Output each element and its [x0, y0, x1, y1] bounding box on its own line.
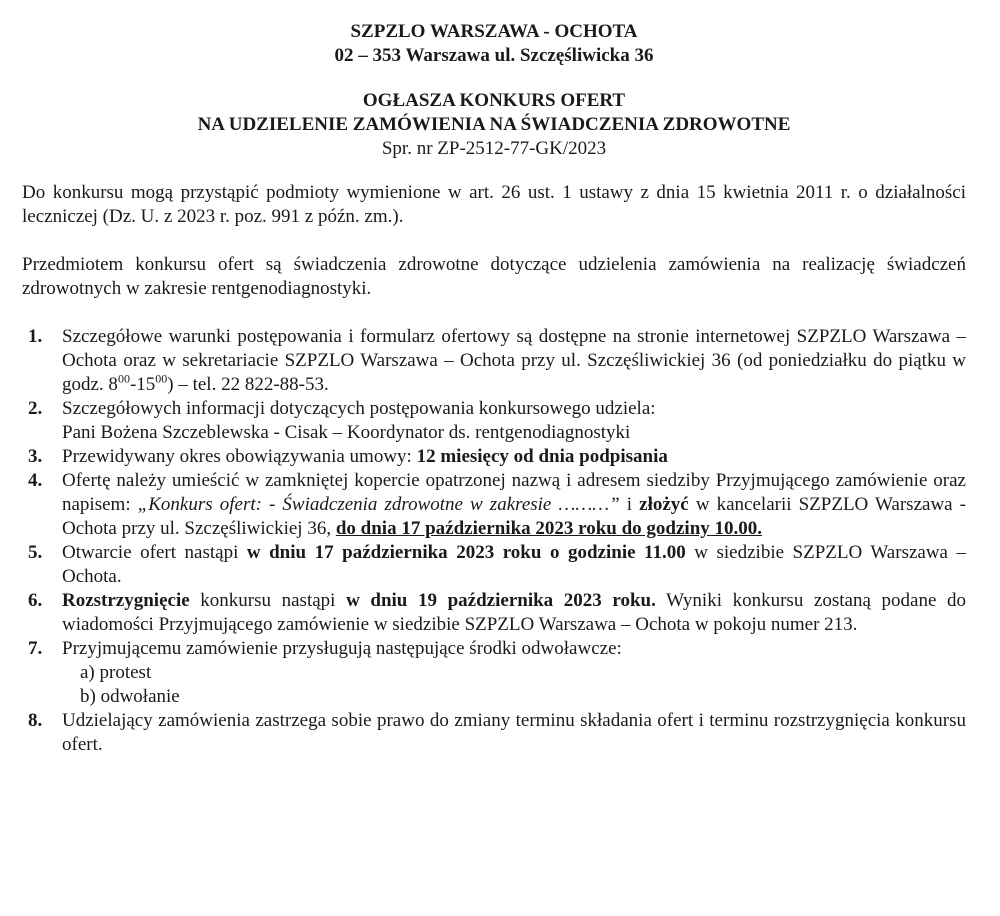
- item-text: i: [619, 494, 640, 515]
- contact-person: Pani Bożena Szczeblewska - Cisak – Koordynator ds. rentgenodiagnostyki: [62, 422, 631, 443]
- list-item: [22, 469, 966, 541]
- conditions-list: [22, 325, 966, 757]
- list-item: [22, 709, 966, 757]
- list-item: [22, 589, 966, 637]
- item-number: 7.: [28, 638, 43, 659]
- list-item: [22, 637, 966, 709]
- appeal-measures-list: [62, 661, 966, 709]
- item-text: ) – tel. 22 822-88-53.: [167, 374, 329, 395]
- sub-list-item: a) protest: [80, 662, 152, 683]
- item-number: 8.: [28, 710, 43, 731]
- resolution-word: Rozstrzygnięcie: [62, 590, 190, 611]
- item-text: Przewidywany okres obowiązywania umowy:: [62, 446, 417, 467]
- organization-name: SZPZLO WARSZAWA - OCHOTA: [350, 21, 638, 42]
- announcement-title: [22, 89, 966, 161]
- item-text: Udzielający zamówienia zastrzega sobie prawo do zmiany terminu składania ofert i terminu rozstrzygnięcia konkursu ofert.: [62, 710, 966, 755]
- announcement-line-1: OGŁASZA KONKURS OFERT: [362, 90, 626, 111]
- organization-address: 02 – 353 Warszawa ul. Szczęśliwicka 36: [334, 45, 654, 66]
- item-text: w siedzibie SZPZLO Warszawa – Ochota.: [62, 542, 966, 587]
- subject-paragraph: Przedmiotem konkursu ofert są świadczenia zdrowotne dotyczące udzielenia zamówienia na realizację świadczeń zdrowotnych w zakresie rentgenodiagnostyki.: [22, 254, 966, 299]
- list-item: [22, 445, 966, 469]
- organization-header: [22, 20, 966, 68]
- item-number: 3.: [28, 446, 43, 467]
- item-number: 1.: [28, 326, 43, 347]
- item-text: Ofertę należy umieścić w zamkniętej kopercie opatrzonej nazwą i adresem siedziby Przyjmującego zamówienie oraz napisem:: [62, 470, 966, 515]
- list-item: [22, 541, 966, 589]
- item-number: 4.: [28, 470, 43, 491]
- item-number: 6.: [28, 590, 43, 611]
- item-text: Otwarcie ofert nastąpi: [62, 542, 247, 563]
- opening-date: w dniu 17 października 2023 roku o godzinie 11.00: [246, 542, 686, 563]
- envelope-label: „Konkurs ofert: - Świadczenia zdrowotne w zakresie ………”: [137, 494, 620, 515]
- item-text: w kancelarii SZPZLO Warszawa - Ochota przy ul. Szczęśliwickiej 36,: [62, 494, 967, 539]
- item-text: konkursu nastąpi: [189, 590, 347, 611]
- submit-word: złożyć: [639, 494, 689, 515]
- hour-superscript: 00: [155, 371, 168, 386]
- list-item: [22, 325, 966, 397]
- submission-deadline: do dnia 17 października 2023 roku do godziny 10.00.: [335, 518, 763, 539]
- item-number: 2.: [28, 398, 43, 419]
- sub-list-item: b) odwołanie: [80, 686, 180, 707]
- item-text: Szczegółowe warunki postępowania i formularz ofertowy są dostępne na stronie internetowej SZPZLO Warszawa – Ochota oraz w sekretariacie SZPZLO Warszawa – Ochota przy ul. Szczęśliwickiej 36 (od poniedziałku do piątku w godz. 8: [62, 326, 966, 395]
- hour-superscript: 00: [117, 371, 130, 386]
- item-text: Szczegółowych informacji dotyczących postępowania konkursowego udziela:: [62, 398, 656, 419]
- item-number: 5.: [28, 542, 43, 563]
- item-text: Wyniki konkursu zostaną podane do wiadomości Przyjmującego zamówienie w siedzibie SZPZLO Warszawa – Ochota w pokoju numer 213.: [62, 590, 966, 635]
- hour-dash: -15: [129, 374, 156, 395]
- case-number: Spr. nr ZP-2512-77-GK/2023: [381, 138, 607, 159]
- announcement-line-2: NA UDZIELENIE ZAMÓWIENIA NA ŚWIADCZENIA ZDROWOTNE: [197, 114, 791, 135]
- item-text: Przyjmującemu zamówienie przysługują następujące środki odwoławcze:: [62, 638, 622, 659]
- resolution-date: w dniu 19 października 2023 roku.: [346, 590, 656, 611]
- eligibility-paragraph: Do konkursu mogą przystąpić podmioty wymienione w art. 26 ust. 1 ustawy z dnia 15 kwietnia 2011 r. o działalności leczniczej (Dz. U. z 2023 r. poz. 991 z późn. zm.).: [22, 182, 966, 227]
- contract-duration: 12 miesięcy od dnia podpisania: [416, 446, 668, 467]
- list-item: [22, 397, 966, 445]
